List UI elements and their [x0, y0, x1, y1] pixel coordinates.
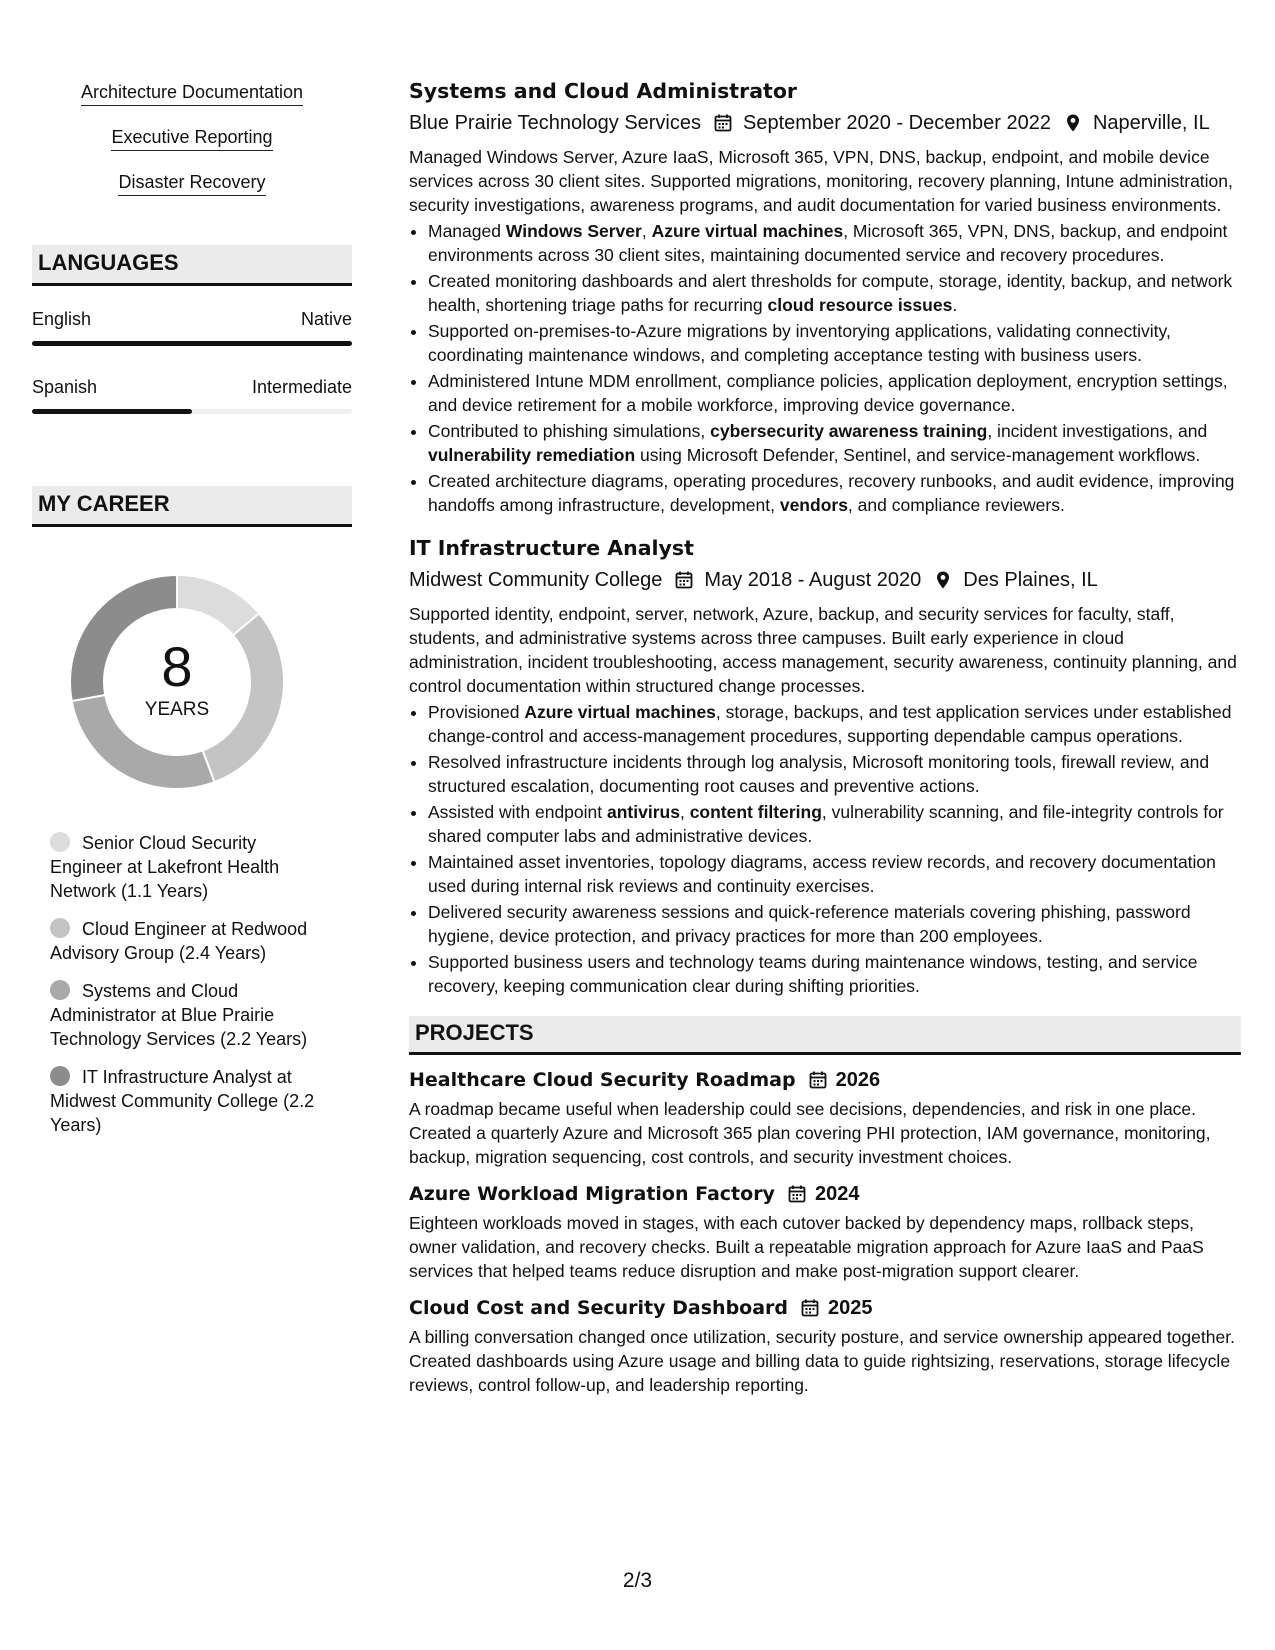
projects-heading: PROJECTS: [409, 1016, 1241, 1055]
job-meta: [409, 566, 1241, 594]
job-bullets: [409, 700, 1241, 998]
calendar-icon: [713, 113, 733, 133]
language-spanish: [32, 376, 352, 414]
page-number: 2/3: [622, 1569, 653, 1592]
job-company: Blue Prairie Technology Services: [409, 112, 702, 134]
job-bullets: [409, 219, 1241, 517]
project-year: 2025: [828, 1297, 873, 1319]
career-legend-item: [50, 831, 330, 903]
legend-dot-icon: [50, 832, 70, 852]
career-heading: MY CAREER: [32, 486, 352, 527]
job-bullet: • Provisioned Azure virtual machines, storage, backups, and test application services under established change-control and access-management procedures, supporting dependable campus operations.: [428, 700, 1241, 748]
job-bullet: • Contributed to phishing simulations, cybersecurity awareness training, incident investigations, and vulnerability remediation using Microsoft Defender, Sentinel, and service-management workflows.: [428, 419, 1241, 467]
job-bullet: • Assisted with endpoint antivirus, content filtering, vulnerability scanning, and file-integrity controls for shared computer labs and administrative devices.: [428, 800, 1241, 848]
skills-list: [32, 80, 352, 215]
language-proficiency-fill: [32, 409, 192, 414]
job-bullet: • Delivered security awareness sessions and quick-reference materials covering phishing, password hygiene, device protection, and privacy practices for more than 200 employees.: [428, 900, 1241, 948]
job-summary: Supported identity, endpoint, server, network, Azure, backup, and security services for faculty, staff, students, and administrative systems across three campuses. Built early experience in cloud administration, incident troubleshooting, access management, security awareness, continuity planning, and control documentation within structured change processes.: [409, 604, 1237, 696]
project-entry: [409, 1065, 1241, 1169]
legend-label: Cloud Engineer at Redwood Advisory Group (2.4 Years): [50, 919, 308, 963]
job-location: Des Plaines, IL: [963, 569, 1098, 591]
job-dates: May 2018 - August 2020: [704, 569, 922, 591]
job-bullet: • Supported business users and technology teams during maintenance windows, testing, and service recovery, keeping communication clear during shifting priorities.: [428, 950, 1241, 998]
job-bullet: • Administered Intune MDM enrollment, compliance policies, application deployment, encryption settings, and device retirement for a mobile workforce, improving device governance.: [428, 369, 1241, 417]
project-year: 2024: [814, 1183, 860, 1205]
language-name: English: [32, 309, 92, 329]
language-proficiency-bar: [32, 409, 352, 414]
career-legend-item: [50, 917, 330, 965]
location-pin-icon: [933, 570, 953, 590]
skill-item: Architecture Documentation: [81, 80, 303, 106]
job-title: IT Infrastructure Analyst: [409, 536, 694, 560]
career-total-years: 8: [161, 635, 193, 698]
legend-label: Systems and Cloud Administrator at Blue Prairie Technology Services (2.2 Years): [50, 981, 308, 1049]
project-description: A roadmap became useful when leadership could see decisions, dependencies, and risk in one place. Created a quarterly Azure and Microsoft 365 plan covering PHI protection, IAM governance, monitoring, backup, migration sequencing, cost controls, and security investment choices.: [409, 1099, 1211, 1167]
skill-item: Disaster Recovery: [118, 170, 265, 196]
project-title: Healthcare Cloud Security Roadmap: [409, 1069, 796, 1091]
project-title: Azure Workload Migration Factory: [409, 1183, 775, 1205]
calendar-icon: [674, 570, 694, 590]
job-dates: September 2020 - December 2022: [743, 112, 1051, 134]
language-proficiency-bar: [32, 341, 352, 346]
legend-dot-icon: [50, 1066, 70, 1086]
legend-dot-icon: [50, 918, 70, 938]
project-entry: [409, 1293, 1241, 1397]
job-entry: [409, 533, 1241, 998]
job-bullet: • Created monitoring dashboards and alert thresholds for compute, storage, identity, backup, and network health, shortening triage paths for recurring cloud resource issues.: [428, 269, 1241, 317]
career-years-label: YEARS: [144, 699, 210, 720]
job-bullet: • Resolved infrastructure incidents through log analysis, Microsoft monitoring tools, firewall review, and structured escalation, documenting root causes and preventive actions.: [428, 750, 1241, 798]
job-bullet: • Created architecture diagrams, operating procedures, recovery runbooks, and audit evidence, improving handoffs among infrastructure, development, vendors, and compliance reviewers.: [428, 469, 1241, 517]
job-bullet: • Managed Windows Server, Azure virtual machines, Microsoft 365, VPN, DNS, backup, and endpoint environments across 30 client sites, maintaining documented service and recovery procedures.: [428, 219, 1241, 267]
project-description: Eighteen workloads moved in stages, with each cutover backed by dependency maps, rollback steps, owner validation, and recovery checks. Built a repeatable migration approach for Azure IaaS and PaaS services that helped teams reduce disruption and make post-migration support clearer.: [409, 1213, 1204, 1281]
job-entry: [409, 76, 1241, 517]
skill-item: Executive Reporting: [111, 125, 272, 151]
location-pin-icon: [1063, 113, 1083, 133]
project-year: 2026: [835, 1069, 881, 1091]
project-title: Cloud Cost and Security Dashboard: [409, 1297, 789, 1319]
job-meta: [409, 109, 1241, 137]
calendar-icon: [808, 1070, 828, 1090]
career-donut-chart: [62, 567, 292, 797]
job-bullet: • Supported on-premises-to-Azure migrations by inventorying applications, validating connectivity, coordinating maintenance windows, and completing acceptance testing with business users.: [428, 319, 1241, 367]
language-name: Spanish: [32, 377, 98, 397]
languages-heading: LANGUAGES: [32, 245, 352, 286]
language-level: Intermediate: [251, 377, 352, 397]
project-description: A billing conversation changed once utilization, security posture, and service ownership appeared together. Created dashboards using Azure usage and billing data to guide rightsizing, reservations, storage lifecycle reviews, control follow-up, and leadership reporting.: [409, 1327, 1235, 1395]
legend-dot-icon: [50, 980, 70, 1000]
legend-label: IT Infrastructure Analyst at Midwest Community College (2.2 Years): [50, 1067, 315, 1135]
job-company: Midwest Community College: [409, 569, 663, 591]
legend-label: Senior Cloud Security Engineer at Lakefront Health Network (1.1 Years): [50, 833, 280, 901]
career-legend-item: [50, 1065, 330, 1137]
sidebar: [32, 80, 352, 1151]
job-summary: Managed Windows Server, Azure IaaS, Microsoft 365, VPN, DNS, backup, endpoint, and mobile device services across 30 client sites. Supported migrations, monitoring, recovery planning, Intune administration, security investigations, awareness programs, and audit documentation for varied business environments.: [409, 147, 1233, 215]
job-location: Naperville, IL: [1092, 112, 1210, 134]
project-entry: [409, 1179, 1241, 1283]
language-proficiency-fill: [32, 341, 352, 346]
calendar-icon: [787, 1184, 807, 1204]
main-content: [409, 76, 1241, 1397]
career-legend-item: [50, 979, 330, 1051]
language-level: Native: [300, 309, 352, 329]
calendar-icon: [800, 1298, 820, 1318]
job-bullet: • Maintained asset inventories, topology diagrams, access review records, and recovery documentation used during internal risk reviews and continuity exercises.: [428, 850, 1241, 898]
job-title: Systems and Cloud Administrator: [409, 79, 798, 103]
career-legend: [50, 831, 330, 1137]
language-english: [32, 308, 352, 346]
